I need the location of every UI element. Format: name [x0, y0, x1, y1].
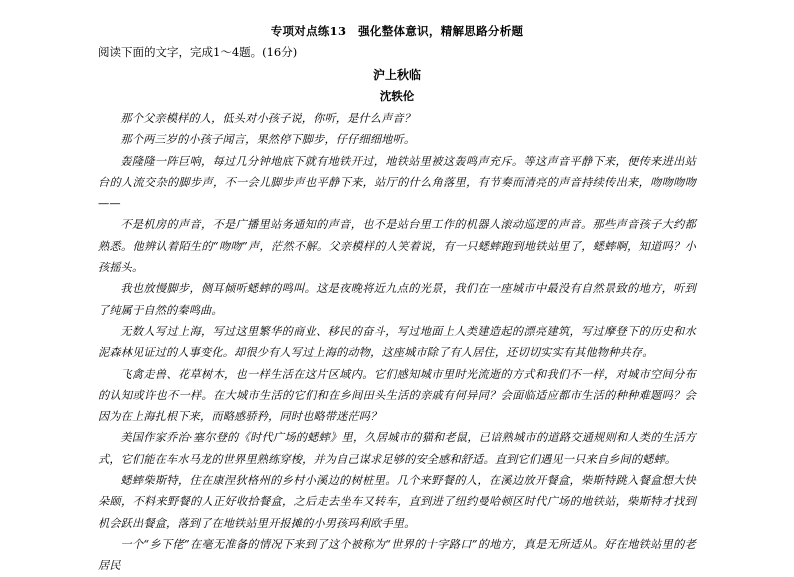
question-instruction: 阅读下面的文字，完成1～4题。(16分) — [98, 45, 298, 59]
paragraph: 不是机房的声音，不是广播里站务通知的声音，也不是站台里工作的机器人滚动巡逻的声音。那些声音孩子大约都熟悉。他辨认着陌生的“吻吻”声，茫然不解。父亲模样的人笑着说，有一只蟋蟀跑到地铁站里了，蟋蟀啊，知道吗？小孩摇头。 — [98, 218, 696, 275]
paragraph: 美国作家乔治·塞尔登的《时代广场的蟋蟀》里，久居城市的猫和老鼠，已谙熟城市的道路交通规则和人类的生活方式，它们能在车水马龙的世界里熟练穿梭，并为自己谋求足够的安全感和舒适。直到它们遇见一只来自乡间的蟋蟀。 — [98, 431, 696, 466]
article-title: 沪上秋临 — [372, 68, 421, 82]
paragraph: 蟋蟀柴斯特，住在康涅狄格州的乡村小溪边的树桩里。几个来野餐的人，在溪边放开餐盒，柴斯特跳入餐盒想大快朵颐，不料来野餐的人正好收拾餐盒，之后走去坐车又转车，直到进了纽约曼哈顿区时代广场的地铁站，柴斯特才找到机会跃出餐盒，落到了在地铁站里开报摊的小男孩玛利欧手里。 — [98, 474, 696, 530]
article-author: 沈轶伦 — [379, 89, 415, 103]
paragraph: 我也放慢脚步，侧耳倾听蟋蟀的鸣叫。这是夜晚将近九点的光景，我们在一座城市中最没有自然景致的地方，听到了纯属于自然的秦鸣曲。 — [98, 282, 696, 317]
paragraph: 飞禽走兽、花草树木，也一样生活在这片区域内。它们感知城市里时光流逝的方式和我们不一样，对城市空间分布的认知或许也不一样。在大城市生活的它们和在乡间田头生活的亲戚有何异同？会面临适应都市生活的种种难题吗？会因为在上海扎根下来，而略感骄矜，同时也略带迷茫吗？ — [98, 367, 696, 424]
paragraph: 一个“乡下佬”在毫无准备的情况下来到了这个被称为“世界的十字路口”的地方，真是无所适从。好在地铁站里的老居民 — [98, 537, 696, 573]
paragraph: 那个两三岁的小孩子闻言，果然停下脚步，仔仔细细地听。 — [120, 133, 416, 147]
paragraph: 轰隆隆一阵巨响，每过几分钟地底下就有地铁开过，地铁站里被这轰鸣声充斥。等这声音平静下来，便传来进出站台的人流交杂的脚步声，不一会儿脚步声也平静下来，站厅的什么角落里，有节奏而清亮的声音持续传出来，吻吻吻吻—— — [98, 154, 696, 211]
section-header: 专项对点练13 强化整体意识，精解思路分析题 — [270, 24, 524, 38]
paragraph: 无数人写过上海，写过这里繁华的商业、移民的奋斗，写过地面上人类建造起的漂亮建筑，写过摩登下的历史和水泥森林见证过的人事变化。却很少有人写过上海的动物，这座城市除了有人居住，还切切实实有其他物种共存。 — [98, 324, 696, 360]
article-body — [98, 108, 696, 577]
paragraph: 那个父亲模样的人，低头对小孩子说，你听，是什么声音？ — [120, 112, 416, 125]
